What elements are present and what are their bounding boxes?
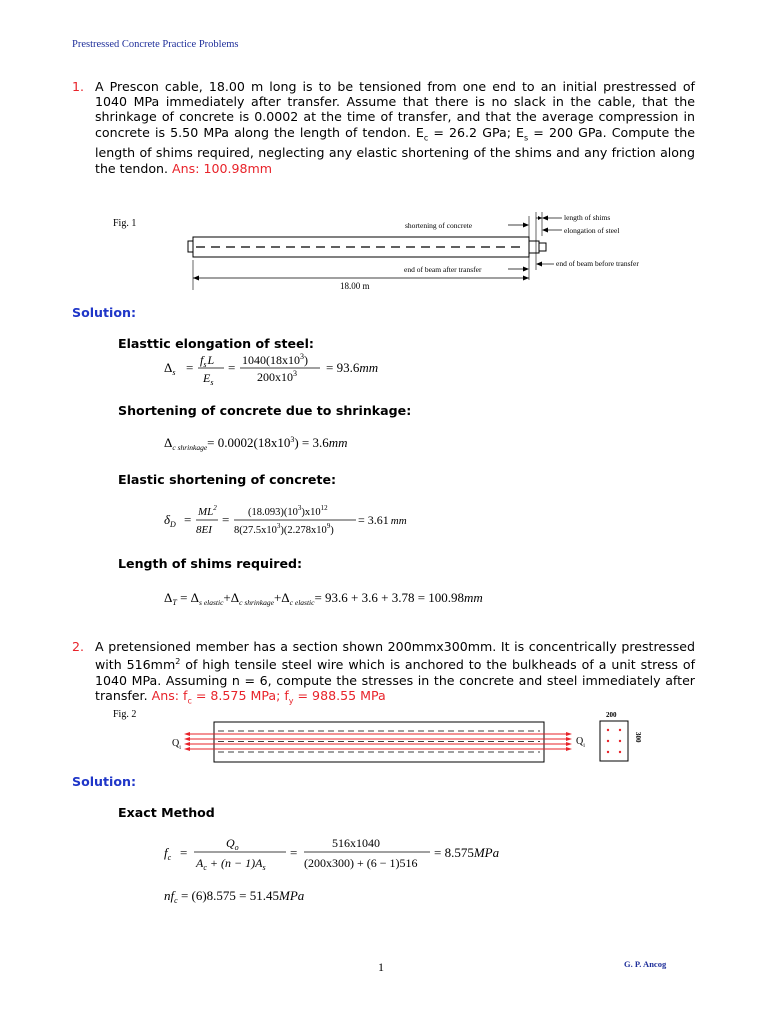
- svg-text:Δc shrinkage= 0.0002(18x103) =: $\Delta_{c shrinkage}= 0.0002(18x10^3) = 3.6mm$: [164, 435, 348, 452]
- equation-steel-stress: [160, 884, 460, 908]
- svg-text:ML2: $ML^2$: [198, 504, 217, 518]
- equation-shrinkage: [160, 430, 460, 456]
- heading-exact-method: Exact Method: [118, 805, 215, 820]
- label-end-after: end of beam after transfer: [404, 265, 482, 274]
- heading-shrinkage: Shortening of concrete due to shrinkage:: [118, 403, 412, 418]
- author: G. P. Ancog: [624, 959, 667, 969]
- svg-text:8EI: 8EI: [196, 524, 212, 536]
- svg-text:200x103: $200x10^3$: [257, 369, 297, 384]
- label-end-before: end of beam before transfer: [556, 259, 639, 268]
- label-height: 300: [634, 732, 642, 743]
- solution-2-label: Solution:: [72, 774, 136, 789]
- answer-label: Ans:: [151, 687, 179, 703]
- heading-shims: Length of shims required:: [118, 556, 303, 571]
- svg-text:1040(18x103): $1040(18x10^3)$: [242, 352, 308, 367]
- label-shims: length of shims: [564, 213, 611, 222]
- svg-text:ΔT = Δs elastic+Δc shrinkage+Δ: $\Delta_T = \Delta_{s elastic}+\Delta_{c shrinkage}+\Delta_{c elastic}= 93.6 + 3.6 + 3.78 = 100.98mm$: [164, 590, 483, 607]
- fig1-label: Fig. 1: [113, 218, 137, 229]
- problem-number: 1.: [72, 79, 85, 94]
- page-header: Prestressed Concrete Practice Problems: [72, 39, 239, 50]
- fig1-diagram: [180, 208, 680, 294]
- svg-text:Δs: $\Delta_s$: [164, 360, 176, 377]
- svg-text:Qi: $Q_i$: [172, 738, 181, 751]
- label-length: 18.00 m: [340, 281, 370, 291]
- equation-elastic-elongation: [160, 350, 460, 388]
- svg-text:=: =: [186, 360, 194, 375]
- problem-2: [72, 639, 695, 709]
- svg-text:=: =: [228, 360, 236, 375]
- equation-shims: [160, 585, 580, 611]
- svg-text:fsL: $f_sL$: [200, 353, 215, 369]
- svg-text:8(27.5x103)(2.278x109): $8(27.5x10^3)(2.278x10^9)$: [234, 522, 334, 536]
- svg-text:(18.093)(103)x1012: $(18.093)(10^3)x10^{12}$: [248, 504, 328, 518]
- svg-text:Qo: $Q_o$: [226, 836, 239, 852]
- svg-text:516x1040: 516x1040: [332, 836, 380, 850]
- svg-text:Qi: $Q_i$: [576, 736, 585, 749]
- solution-1-label: Solution:: [72, 305, 136, 320]
- problem-number: 2.: [72, 639, 85, 654]
- heading-elastic-shortening: Elastic shortening of concrete:: [118, 472, 337, 487]
- label-width: 200: [606, 711, 617, 719]
- svg-text:= 8.575MPa: = 8.575MPa: [434, 845, 500, 860]
- svg-text:Es: $E_s$: [203, 371, 214, 387]
- problem-1: [72, 79, 695, 176]
- svg-text:(200x300) + (6 − 1)516: (200x300) + (6 − 1)516: [304, 856, 418, 870]
- svg-text:=: =: [222, 512, 230, 527]
- fig2-label: Fig. 2: [113, 709, 137, 720]
- label-shortening: shortening of concrete: [405, 221, 473, 230]
- fig2-diagram: [170, 706, 650, 776]
- svg-text:fc: $f_c$: [164, 845, 172, 862]
- svg-text:= 93.6mm: = 93.6mm: [326, 360, 379, 375]
- page-number: 1: [378, 960, 384, 974]
- answer-value: 100.98mm: [199, 160, 273, 176]
- svg-text:=: =: [180, 845, 188, 860]
- svg-text:= 3.61mm: = 3.61 mm: [358, 513, 407, 527]
- svg-text:nfc = (6)8.575 = 51.45MPa: $nf_c = (6)8.575 = 51.45MPa$: [164, 888, 305, 905]
- svg-text:=: =: [184, 512, 192, 527]
- problem-text: A Prescon cable, 18.00 m long is to be tensioned from one end to an initial prestressed of 1040 MPa immediately after transfer. Assume that there is no slack in the cable, that the shrinkage of concrete is 0.0002 at the time of transfer, and that the average compression in concrete is 5.50 MPa along the length of tendon. $E_c = 26.2$ GPa; $E_s = 200$ GPa. Compute the length of shims required, neglecting any elastic shortening of the shims and any friction along the tendon. Ans: 100.98mm: [95, 79, 695, 176]
- svg-text:δD: $\delta_D$: [164, 512, 176, 529]
- label-elongation: elongation of steel: [564, 226, 620, 235]
- svg-text:Ac + (n − 1)As: $A_c + (n - 1)A_s$: [196, 856, 266, 872]
- answer-label: Ans:: [172, 160, 200, 176]
- equation-elastic-shortening: [160, 500, 480, 540]
- heading-elastic-elongation: Elasttic elongation of steel:: [118, 336, 314, 351]
- svg-text:=: =: [290, 845, 298, 860]
- problem-text: A pretensioned member has a section shown 200mmx300mm. It is concentrically prestressed with $516mm^2$ of high tensile steel wire which is anchored to the bulkheads of a unit stress of 1040 MPa. Assuming n = 6, compute the stresses in the concrete and steel immediately after transfer. Ans: $f_c = 8.575$ MPa; $f_y = 988.55$ MPa: [95, 639, 695, 706]
- equation-concrete-stress: [160, 832, 540, 874]
